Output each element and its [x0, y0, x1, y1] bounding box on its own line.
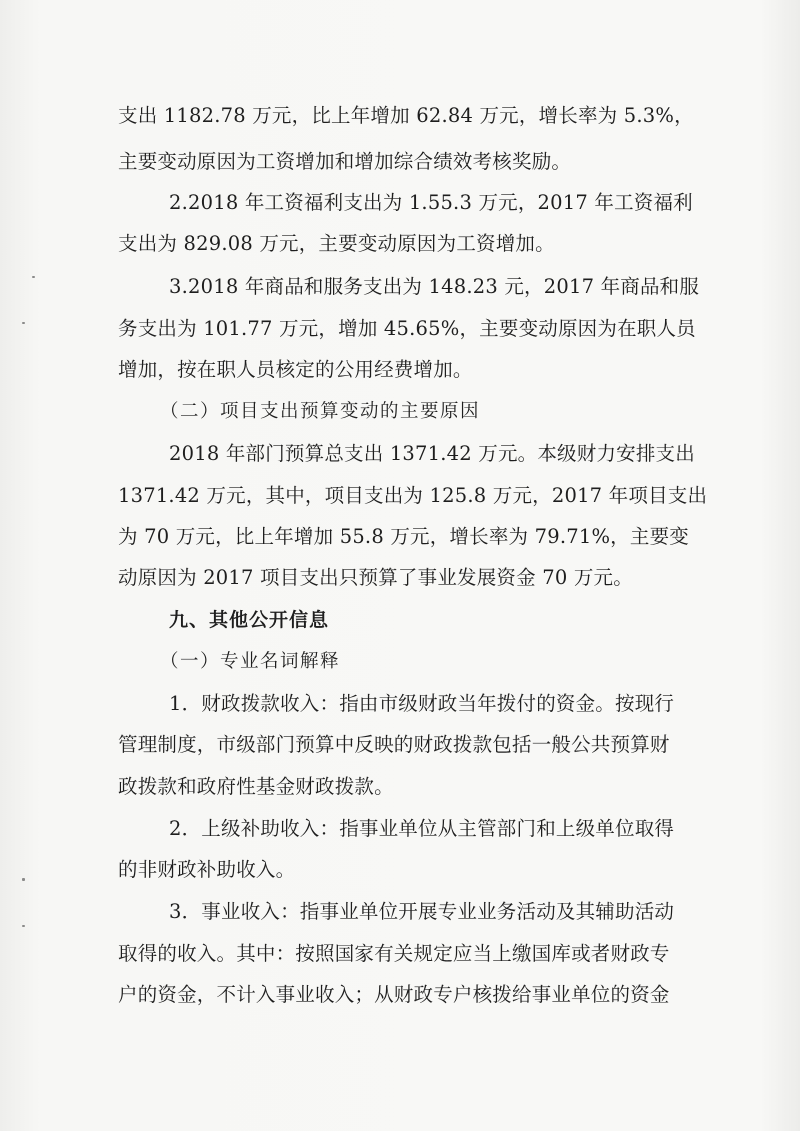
scan-mark — [22, 322, 25, 324]
paragraph-line: 2.2018 年工资福利支出为 1.55.3 万元，2017 年工资福利 — [169, 191, 693, 214]
paragraph-line: 1371.42 万元，其中，项目支出为 125.8 万元，2017 年项目支出 — [118, 484, 708, 507]
paragraph-line: 增加，按在职人员核定的公用经费增加。 — [118, 358, 473, 381]
paragraph-line: 动原因为 2017 项目支出只预算了事业发展资金 70 万元。 — [118, 566, 633, 589]
section-heading: （一）专业名词解释 — [160, 651, 341, 672]
paragraph-line: 支出为 829.08 万元，主要变动原因为工资增加。 — [118, 232, 555, 255]
paragraph-line: 2．上级补助收入：指事业单位从主管部门和上级单位取得 — [169, 817, 675, 840]
scan-mark — [22, 878, 25, 881]
paragraph-line: 为 70 万元，比上年增加 55.8 万元，增长率为 79.71%，主要变 — [118, 525, 689, 548]
paragraph-line: 1．财政拨款收入：指由市级财政当年拨付的资金。按现行 — [169, 692, 675, 715]
paragraph-line: 务支出为 101.77 万元，增加 45.65%，主要变动原因为在职人员 — [118, 317, 696, 340]
scan-mark — [32, 276, 35, 278]
paragraph-line: 政拨款和政府性基金财政拨款。 — [118, 775, 394, 798]
paragraph-line: 管理制度，市级部门预算中反映的财政拨款包括一般公共预算财 — [118, 733, 670, 756]
chapter-heading: 九、其他公开信息 — [169, 609, 330, 631]
paragraph-line: 2018 年部门预算总支出 1371.42 万元。本级财力安排支出 — [169, 442, 695, 465]
paragraph-line: 户的资金，不计入事业收入；从财政专户核拨给事业单位的资金 — [118, 983, 670, 1006]
paragraph-line: 主要变动原因为工资增加和增加综合绩效考核奖励。 — [118, 150, 572, 173]
paragraph-line: 支出 1182.78 万元，比上年增加 62.84 万元，增长率为 5.3%， — [118, 104, 694, 127]
paragraph-line: 取得的收入。其中：按照国家有关规定应当上缴国库或者财政专 — [118, 942, 670, 965]
scan-mark — [22, 925, 25, 927]
paragraph-line: 3．事业收入：指事业单位开展专业业务活动及其辅助活动 — [169, 900, 675, 923]
paragraph-line: 3.2018 年商品和服务支出为 148.23 元，2017 年商品和服 — [169, 275, 700, 298]
paragraph-line: 的非财政补助收入。 — [118, 858, 296, 881]
section-heading: （二）项目支出预算变动的主要原因 — [160, 401, 481, 422]
